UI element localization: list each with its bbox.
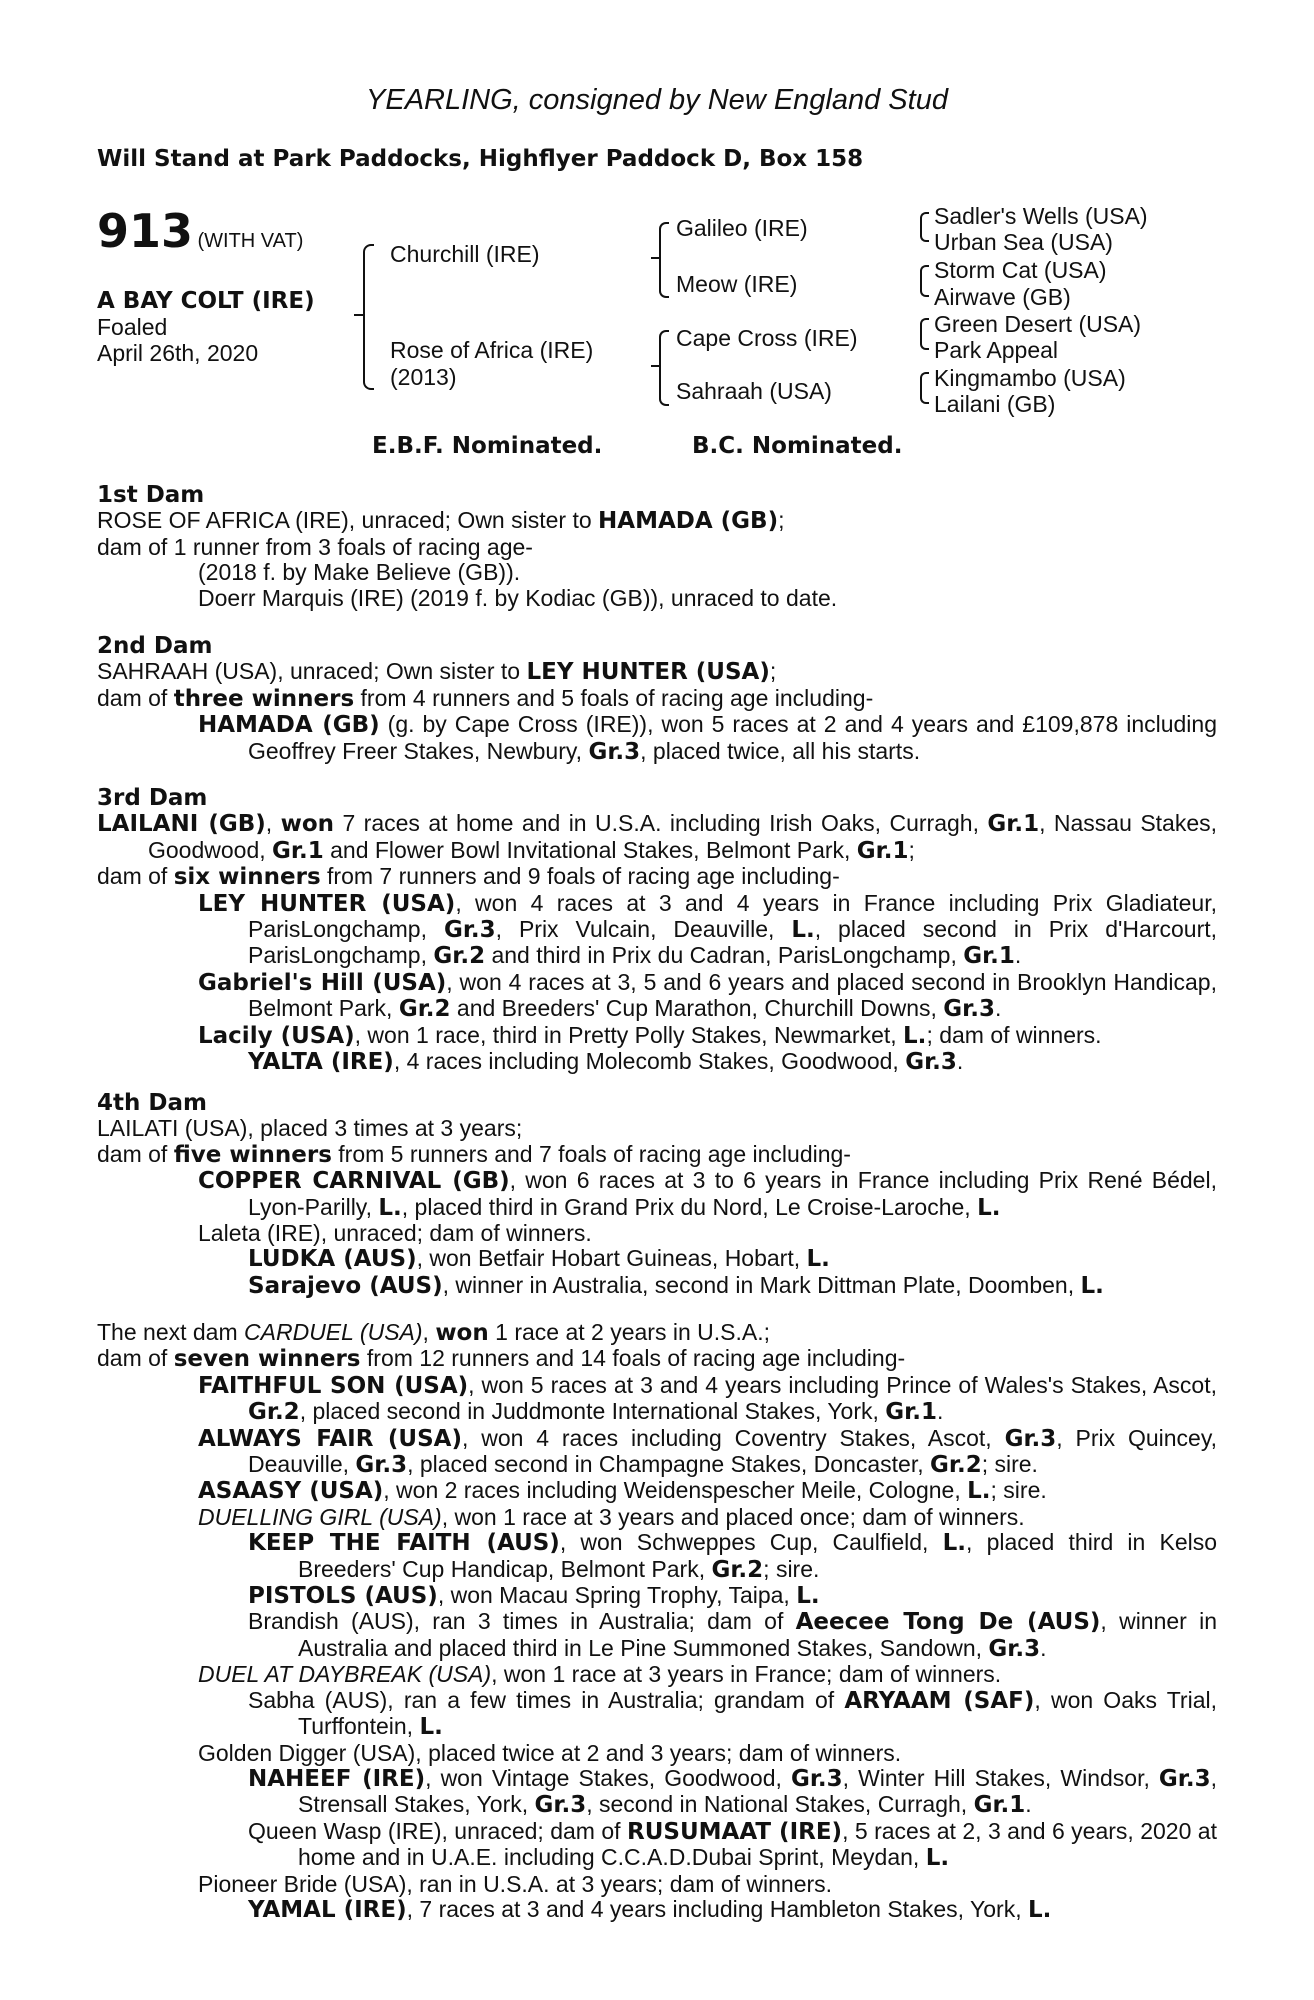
foaled-date: April 26th, 2020 [97, 340, 259, 366]
ggp-1: Sadler's Wells (USA) [934, 203, 1148, 229]
ggp-2: Urban Sea (USA) [934, 229, 1113, 255]
location-line: Will Stand at Park Paddocks, Highflyer Paddock D, Box 158 [97, 146, 864, 172]
progeny-entry: LEY HUNTER (USA), won 4 races at 3 and 4 years in France including Prix Gladiateur, ParisLongchamp, Gr.3, Prix Vulcain, Deauville, L., placed second in Prix d'Harcourt, ParisLongchamp, Gr.2 and third in Prix du Cadran, ParisLongchamp, Gr.1. [198, 889, 1218, 970]
dam-line: dam of three winners from 4 runners and 5 foals of racing age including- [97, 684, 874, 712]
progeny-entry: ALWAYS FAIR (USA), won 4 races including Coventry Stakes, Ascot, Gr.3, Prix Quincey, Deauville, Gr.3, placed second in Champagne Stakes, Doncaster, Gr.2; sire. [198, 1424, 1218, 1479]
vat-label: (WITH VAT) [197, 230, 304, 252]
dam-line: dam of six winners from 7 runners and 9 foals of racing age including- [97, 863, 840, 891]
progeny-entry: KEEP THE FAITH (AUS), won Schweppes Cup, Caulfield, L., placed third in Kelso Breeders' Cup Handicap, Belmont Park, Gr.2; sire. [248, 1529, 1218, 1583]
dam: Rose of Africa (IRE) [390, 337, 594, 363]
dam-line: dam of seven winners from 12 runners and 14 foals of racing age including- [97, 1345, 906, 1373]
progeny-entry: Golden Digger (USA), placed twice at 2 and 3 years; dam of winners. [198, 1739, 902, 1766]
ggp-3: Storm Cat (USA) [934, 257, 1107, 283]
progeny-entry: Sabha (AUS), ran a few times in Australia; grandam of ARYAAM (SAF), won Oaks Trial, Turffontein, L. [248, 1686, 1217, 1741]
sire-sire: Galileo (IRE) [676, 215, 808, 241]
section-heading: 4th Dam [97, 1090, 207, 1116]
brace-dam-point [651, 365, 660, 367]
dam-line: dam of 1 runner from 3 foals of racing age- [97, 533, 533, 560]
next-dam-section [97, 1320, 1217, 1923]
progeny-entry: Queen Wasp (IRE), unraced; dam of RUSUMAAT (IRE), 5 races at 2, 3 and 6 years, 2020 at home and in U.A.E. including C.C.A.D.Dubai Sprint, Meydan, L. [248, 1817, 1217, 1872]
progeny-entry: HAMADA (GB) (g. by Cape Cross (IRE)), won 5 races at 2 and 4 years and £109,878 including Geoffrey Freer Stakes, Newbury, Gr.3, placed twice, all his starts. [198, 711, 1217, 765]
section-heading: 3rd Dam [97, 785, 208, 811]
dam-line: ROSE OF AFRICA (IRE), unraced; Own sister to HAMADA (GB); [97, 507, 785, 535]
ggp-7: Kingmambo (USA) [934, 365, 1126, 391]
progeny-entry: DUELLING GIRL (USA), won 1 race at 3 years and placed once; dam of winners. [198, 1503, 1025, 1530]
progeny-line: (2018 f. by Make Believe (GB)). [198, 559, 521, 586]
page-title: YEARLING, consigned by New England Stud [366, 84, 948, 116]
progeny-entry: LUDKA (AUS), won Betfair Hobart Guineas, Hobart, L. [248, 1245, 830, 1273]
dam-line: LAILATI (USA), placed 3 times at 3 years; [97, 1115, 523, 1142]
brace-ggp-2 [920, 265, 929, 297]
brace-ggp-4 [920, 372, 929, 404]
brace-sire [659, 222, 669, 298]
fourth-dam-section [97, 1091, 1217, 1299]
foaled-label: Foaled [97, 314, 168, 340]
progeny-entry: Pioneer Bride (USA), ran in U.S.A. at 3 years; dam of winners. [198, 1870, 833, 1897]
dam-entry: LAILANI (GB), won 7 races at home and in U.S.A. including Irish Oaks, Curragh, Gr.1, Nassau Stakes, Goodwood, Gr.1 and Flower Bowl Invitational Stakes, Belmont Park, Gr.1; [97, 810, 1218, 864]
dam-line: dam of five winners from 5 runners and 7 foals of racing age including- [97, 1140, 851, 1168]
sire: Churchill (IRE) [390, 241, 540, 267]
dam-line: The next dam CARDUEL (USA), won 1 race at 2 years in U.S.A.; [97, 1319, 770, 1346]
brace-main-point [354, 314, 363, 316]
dam-year: (2013) [390, 364, 457, 390]
section-heading: 2nd Dam [97, 633, 213, 659]
progeny-entry: PISTOLS (AUS), won Macau Spring Trophy, Taipa, L. [248, 1582, 820, 1610]
progeny-entry: COPPER CARNIVAL (GB), won 6 races at 3 to 6 years in France including Prix René Bédel, Lyon-Parilly, L., placed third in Grand Prix du Nord, Le Croise-Laroche, L. [198, 1167, 1217, 1221]
brace-main [363, 244, 374, 390]
second-dam-section [97, 634, 1217, 765]
progeny-line: Doerr Marquis (IRE) (2019 f. by Kodiac (GB)), unraced to date. [198, 584, 838, 611]
ggp-8: Lailani (GB) [934, 391, 1056, 417]
progeny-entry: FAITHFUL SON (USA), won 5 races at 3 and 4 years including Prince of Wales's Stakes, Ascot, Gr.2, placed second in Juddmonte International Stakes, York, Gr.1. [198, 1371, 1217, 1426]
third-dam-section [97, 786, 1217, 1075]
lot-number: 913 [97, 204, 194, 258]
ggp-5: Green Desert (USA) [934, 311, 1142, 337]
dam-line: SAHRAAH (USA), unraced; Own sister to LEY HUNTER (USA); [97, 658, 777, 686]
progeny-entry: Gabriel's Hill (USA), won 4 races at 3, 5 and 6 years and placed second in Brooklyn Handicap, Belmont Park, Gr.2 and Breeders' Cup Marathon, Churchill Downs, Gr.3. [198, 968, 1217, 1023]
lot-name: A BAY COLT (IRE) [97, 288, 315, 314]
brace-dam [659, 330, 669, 406]
progeny-entry: YALTA (IRE), 4 races including Molecomb Stakes, Goodwood, Gr.3. [248, 1048, 964, 1076]
brace-ggp-1 [920, 212, 929, 242]
progeny-entry: Laleta (IRE), unraced; dam of winners. [198, 1220, 592, 1247]
progeny-entry: Sarajevo (AUS), winner in Australia, second in Mark Dittman Plate, Doomben, L. [248, 1271, 1104, 1299]
progeny-entry: Brandish (AUS), ran 3 times in Australia; dam of Aeecee Tong De (AUS), winner in Australia and placed third in Le Pine Summoned Stakes, Sandown, Gr.3. [248, 1608, 1218, 1662]
dam-sire: Cape Cross (IRE) [676, 325, 858, 351]
progeny-entry: ASAASY (USA), won 2 races including Weidenspescher Meile, Cologne, L.; sire. [198, 1477, 1047, 1505]
brace-sire-point [651, 257, 660, 259]
bc-nomination: B.C. Nominated. [692, 433, 903, 459]
ggp-4: Airwave (GB) [934, 284, 1071, 310]
progeny-entry: NAHEEF (IRE), won Vintage Stakes, Goodwood, Gr.3, Winter Hill Stakes, Windsor, Gr.3, Strensall Stakes, York, Gr.3, second in National Stakes, Curragh, Gr.1. [248, 1764, 1217, 1819]
progeny-entry: Lacily (USA), won 1 race, third in Pretty Polly Stakes, Newmarket, L.; dam of winners. [198, 1021, 1102, 1049]
sire-dam: Meow (IRE) [676, 271, 798, 297]
progeny-entry: YAMAL (IRE), 7 races at 3 and 4 years including Hambleton Stakes, York, L. [248, 1895, 1052, 1923]
first-dam-section [97, 483, 1217, 611]
progeny-entry: DUEL AT DAYBREAK (USA), won 1 race at 3 years in France; dam of winners. [198, 1661, 1002, 1688]
ggp-6: Park Appeal [934, 337, 1059, 363]
brace-ggp-3 [920, 318, 929, 350]
dam-dam: Sahraah (USA) [676, 378, 832, 404]
section-heading: 1st Dam [97, 482, 205, 508]
lot-number-block [97, 204, 303, 258]
ebf-nomination: E.B.F. Nominated. [372, 433, 603, 459]
